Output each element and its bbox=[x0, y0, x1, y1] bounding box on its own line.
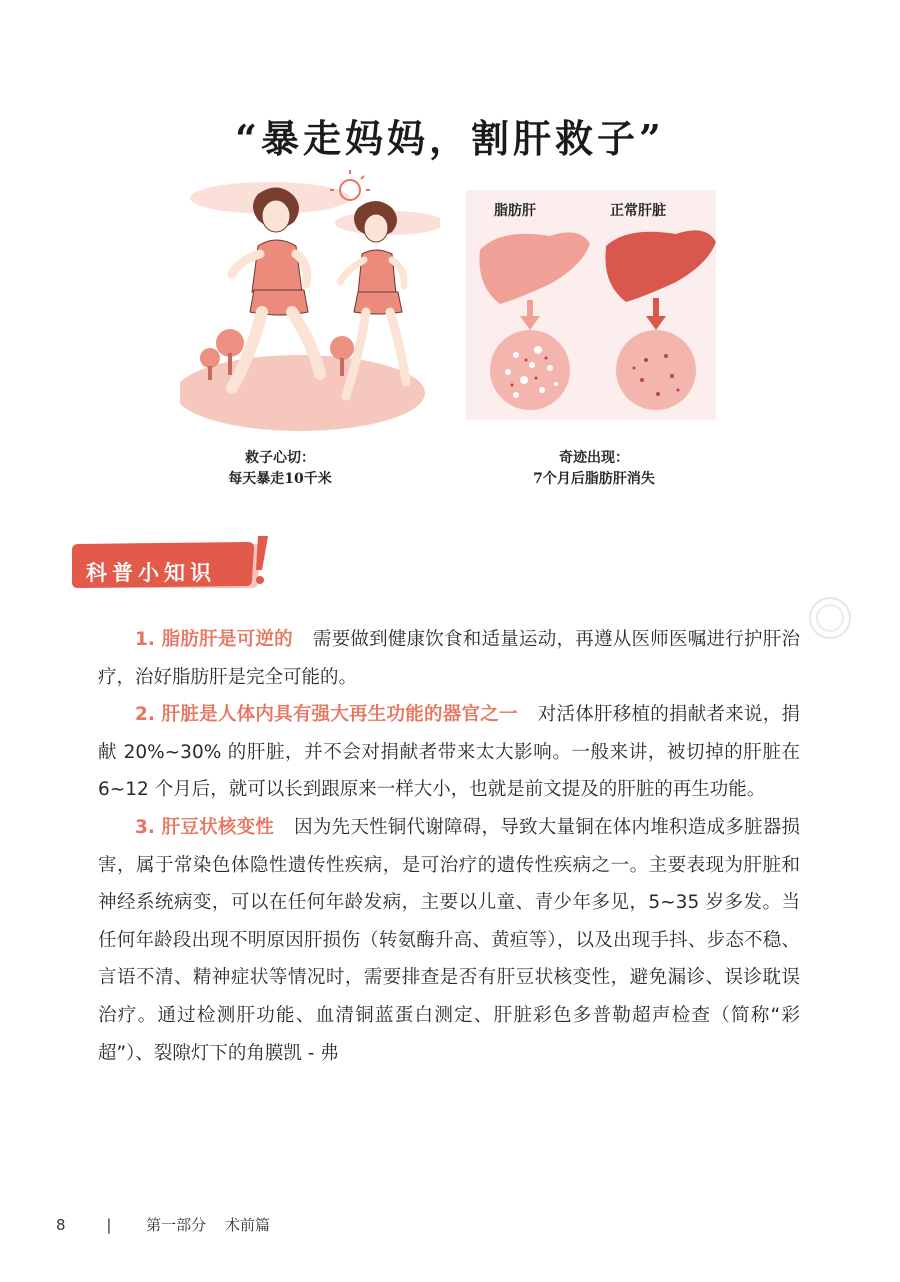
paragraph-3 bbox=[98, 809, 800, 1072]
paragraph-1-heading: 1. 脂肪肝是可逆的 bbox=[135, 629, 293, 650]
footer-section: 术前篇 bbox=[224, 1216, 270, 1234]
paragraph-1-text: 需要做到健康饮食和适量运动，再遵从医师医嘱进行护肝治疗，治好脂肪肝是完全可能的。 bbox=[98, 629, 800, 688]
page-number: 8 bbox=[56, 1216, 66, 1234]
paragraph-2-text: 对活体肝移植的捐献者来说，捐献 20%~30% 的肝脏，并不会对捐献者带来太大影响。一般来讲，被切掉的肝脏在 6~12 个月后，就可以长到跟原来一样大小，也就是前文提及的肝脏的再生功能。 bbox=[98, 704, 800, 801]
footer-separator: | bbox=[106, 1216, 112, 1234]
logo-watermark-icon bbox=[808, 596, 852, 640]
caption-left bbox=[210, 448, 350, 490]
paragraph-3-text: 因为先天性铜代谢障碍，导致大量铜在体内堆积造成多脏器损害，属于常染色体隐性遗传性疾病，是可治疗的遗传性疾病之一。主要表现为肝脏和神经系统病变，可以在任何年龄发病，主要以儿童、青少年多见，5~35 岁多发。当任何年龄段出现不明原因肝损伤（转氨酶升高、黄疸等），以及出现手抖、步态不稳、言语不清、精神症状等情况时，需要排查是否有肝豆状核变性，避免漏诊、误诊耽误治疗。通过检测肝功能、血清铜蓝蛋白测定、肝脏彩色多普勒超声检查（简称“彩超”）、裂隙灯下的角膜凯 - 弗 bbox=[98, 816, 800, 1064]
paragraph-1 bbox=[98, 621, 800, 696]
runners-illustration bbox=[180, 168, 440, 438]
caption-right-line2: 7个月后脂肪肝消失 bbox=[533, 471, 655, 487]
caption-left-line2: 每天暴走10千米 bbox=[228, 471, 332, 487]
paragraph-3-heading: 3. 肝豆状核变性 bbox=[135, 816, 275, 838]
footer-part: 第一部分 bbox=[146, 1216, 207, 1234]
caption-right bbox=[494, 448, 694, 490]
normal-liver-label: 正常肝脏 bbox=[610, 203, 666, 219]
paragraph-2-heading: 2. 肝脏是人体内具有强大再生功能的器官之一 bbox=[135, 704, 518, 726]
caption-right-line1: 奇迹出现： bbox=[559, 450, 629, 466]
page-title: “暴走妈妈，割肝救子” bbox=[235, 116, 665, 161]
page-footer bbox=[56, 1214, 270, 1235]
liver-illustration bbox=[466, 190, 716, 420]
fatty-liver-label: 脂肪肝 bbox=[494, 203, 536, 219]
science-tips-badge-label: 科普小知识 bbox=[86, 561, 216, 585]
paragraph-2 bbox=[98, 696, 800, 809]
body-text bbox=[98, 621, 800, 1072]
caption-left-line1: 救子心切： bbox=[245, 450, 315, 466]
